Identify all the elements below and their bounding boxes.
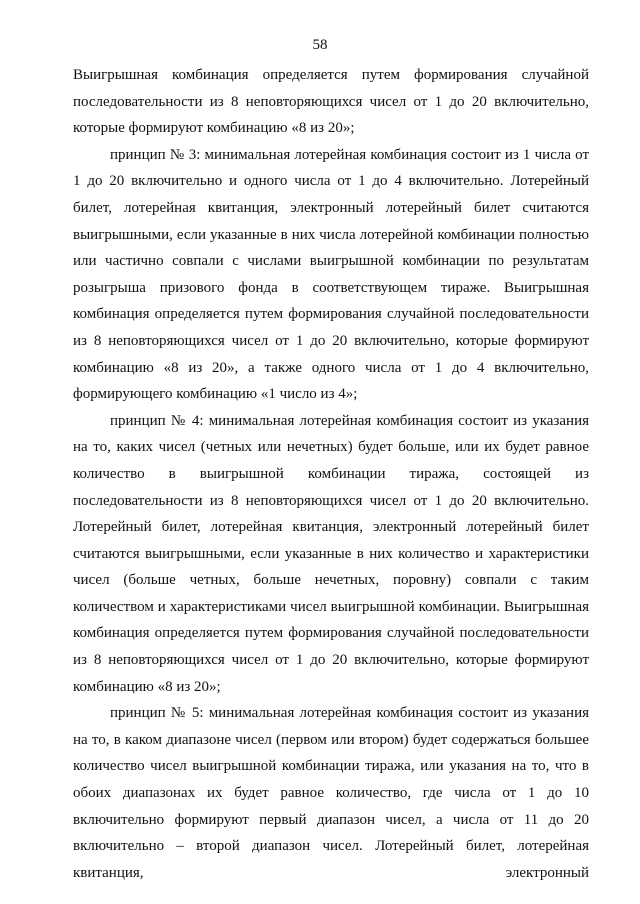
paragraph: Выигрышная комбинация определяется путем формирования случайной последовательности из 8 неповторяющихся чисел от 1 до 20 включительно, которые формируют комбинацию «8 из 20»; (73, 67, 589, 137)
paragraph: принцип № 4: минимальная лотерейная комбинация состоит из указания на то, каких чисел (четных или нечетных) будет больше, или их будет равное количество в выигрышной комбинации тиража, состоящей из последовательности из 8 неповторяющихся чисел от 1 до 20 включительно. Лотерейный билет, лотерейная квитанция, электронный лотерейный билет считаются выигрышными, если указанные в них количество и характеристики чисел (больше четных, больше нечетных, поровну) совпали с таким количеством и характеристиками чисел выигрышной комбинации. Выигрышная комбинация определяется путем формирования случайной последовательности из 8 неповторяющихся чисел от 1 до 20 включительно, которые формируют комбинацию «8 из 20»; (73, 412, 589, 695)
paragraph: принцип № 3: минимальная лотерейная комбинация состоит из 1 числа от 1 до 20 включительно и одного числа от 1 до 4 включительно. Лотерейный билет, лотерейная квитанция, электронный лотерейный билет считаются выигрышными, если указанные в них числа лотерейной комбинации полностью или частично совпали с числами выигрышной комбинации по результатам розыгрыша призового фонда в соответствующем тираже. Выигрышная комбинация определяется путем формирования случайной последовательности из 8 неповторяющихся чисел от 1 до 20 включительно, которые формируют комбинацию «8 из 20», а также одного числа от 1 до 4 включительно, формирующего комбинацию «1 число из 4»; (73, 146, 589, 403)
page-number: 58 (312, 37, 328, 53)
document-body (73, 62, 589, 886)
paragraph: принцип № 5: минимальная лотерейная комбинация состоит из указания на то, в каком диапазоне чисел (первом или втором) будет содержаться большее количество чисел выигрышной комбинации тиража, или указания на то, что в обоих диапазонах их будет равное количество, где числа от 1 до 10 включительно формируют первый диапазон чисел, а числа от 11 до 20 включительно – второй диапазон чисел. Лотерейный билет, лотерейная квитанция, электронный (73, 705, 589, 881)
